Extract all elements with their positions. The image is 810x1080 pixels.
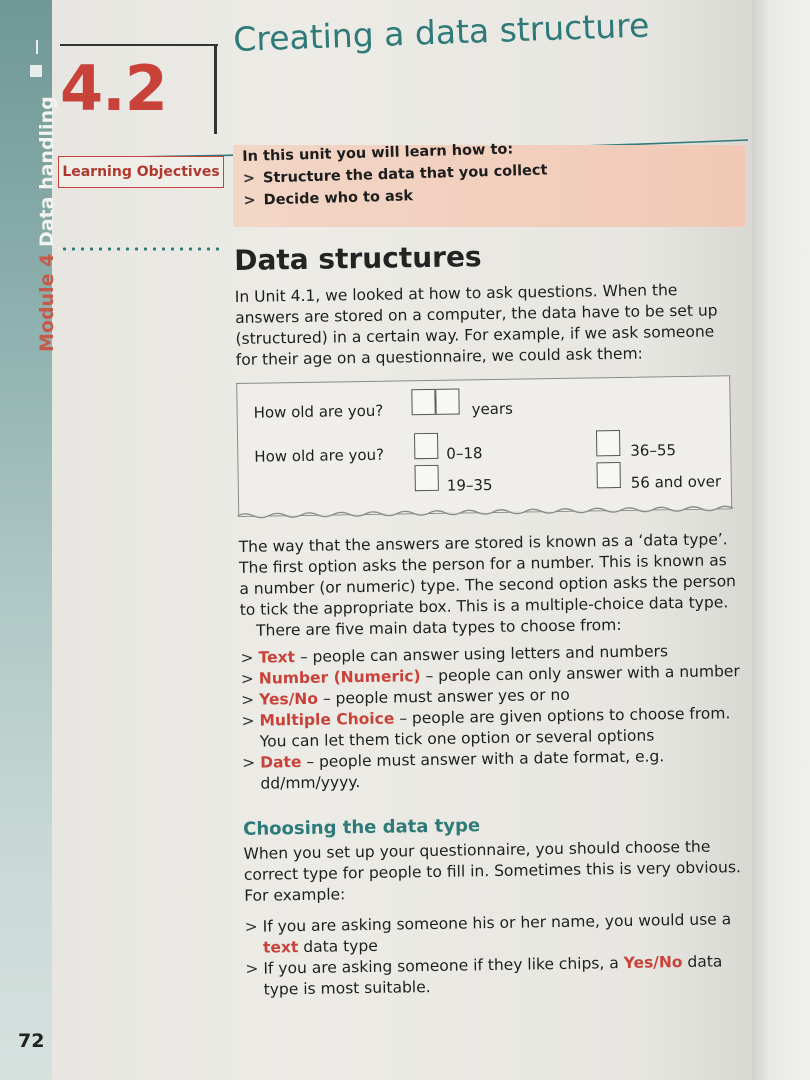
chevron-right-icon: > <box>240 648 254 667</box>
subsection-heading: Choosing the data type <box>243 815 481 840</box>
unit-rule-top <box>60 44 218 46</box>
list-item: > Yes/No – people must answer yes or no <box>241 685 570 709</box>
examples-list <box>245 909 746 1001</box>
list-item: > Date – people must answer with a date format, e.g. dd/mm/yyyy. <box>242 747 665 793</box>
data-types-list <box>240 640 742 795</box>
objective-item: > Decide who to ask <box>243 188 414 209</box>
module-label: Module 4 <box>36 253 58 352</box>
learning-objectives-label: Learning Objectives <box>58 156 224 188</box>
digit-box <box>411 389 435 415</box>
module-side-strip <box>0 0 58 1080</box>
option-label: 0–18 <box>446 444 483 463</box>
data-type-explanation: The way that the answers are stored is known as a ‘data type’. The first option asks the person for a number. This is known as a number (or numeric) type. The second option asks the person to tick the appropriate box. This is a multiple-choice data type. <box>238 530 737 619</box>
unit-rule-vertical <box>214 44 217 134</box>
option-label: 36–55 <box>630 441 677 460</box>
main-content <box>234 236 746 1001</box>
section-label: Data handling <box>36 96 58 248</box>
list-item: > Multiple Choice – people are given options to choose from. You can let them tick one option or several options <box>241 704 731 751</box>
objectives-text <box>242 137 548 211</box>
chevron-right-icon: > <box>241 690 255 709</box>
torn-edge <box>237 503 733 523</box>
option-label: 56 and over <box>630 472 722 492</box>
unit-title: Creating a data structure <box>232 5 650 59</box>
chevron-right-icon: > <box>243 192 256 209</box>
option-checkbox <box>596 430 620 456</box>
option-checkbox <box>414 433 438 459</box>
dotted-divider <box>60 246 222 252</box>
module-side-label <box>36 96 58 352</box>
objectives-intro: In this unit you will learn how to: <box>242 141 514 165</box>
option-checkbox <box>596 462 620 488</box>
questionnaire-example <box>236 375 732 517</box>
chevron-right-icon: > <box>242 753 256 772</box>
objective-item: > Structure the data that you collect <box>242 162 548 187</box>
side-tick-mark <box>36 40 38 54</box>
adjacent-page-edge <box>752 0 810 1080</box>
page-number: 72 <box>18 1030 45 1052</box>
chevron-right-icon: > <box>240 669 254 688</box>
choosing-intro: When you set up your questionnaire, you should choose the correct type for people to fill in. Sometimes this is very obvious. For example: <box>243 837 742 905</box>
section-intro: In Unit 4.1, we looked at how to ask questions. When the answers are stored on a computer, the data have to be set up (structured) in a certain way. For example, if we ask someone for their age on a questionnaire, we could ask them: <box>234 281 718 369</box>
list-item: > If you are asking someone his or her name, you would use a text data type <box>244 910 732 957</box>
chevron-right-icon: > <box>242 170 256 187</box>
option-checkbox <box>414 465 438 491</box>
years-label: years <box>471 399 514 419</box>
question-2-label: How old are you? <box>254 445 385 466</box>
question-1-label: How old are you? <box>253 401 384 422</box>
option-label: 19–35 <box>446 475 493 495</box>
chevron-right-icon: > <box>244 917 258 936</box>
chevron-right-icon: > <box>245 959 259 978</box>
section-heading: Data structures <box>234 240 482 277</box>
chevron-right-icon: > <box>241 711 255 730</box>
list-item: > If you are asking someone if they like chips, a Yes/No data type is most suitable. <box>245 952 723 999</box>
digit-box <box>435 388 459 414</box>
list-item: > Number (Numeric) – people can only answer with a number <box>240 662 740 688</box>
list-item: > Text – people can answer using letters and numbers <box>240 642 669 667</box>
side-square-icon <box>30 65 42 77</box>
data-type-lead: There are five main data types to choose from: <box>255 615 622 640</box>
unit-number: 4.2 <box>60 52 167 125</box>
